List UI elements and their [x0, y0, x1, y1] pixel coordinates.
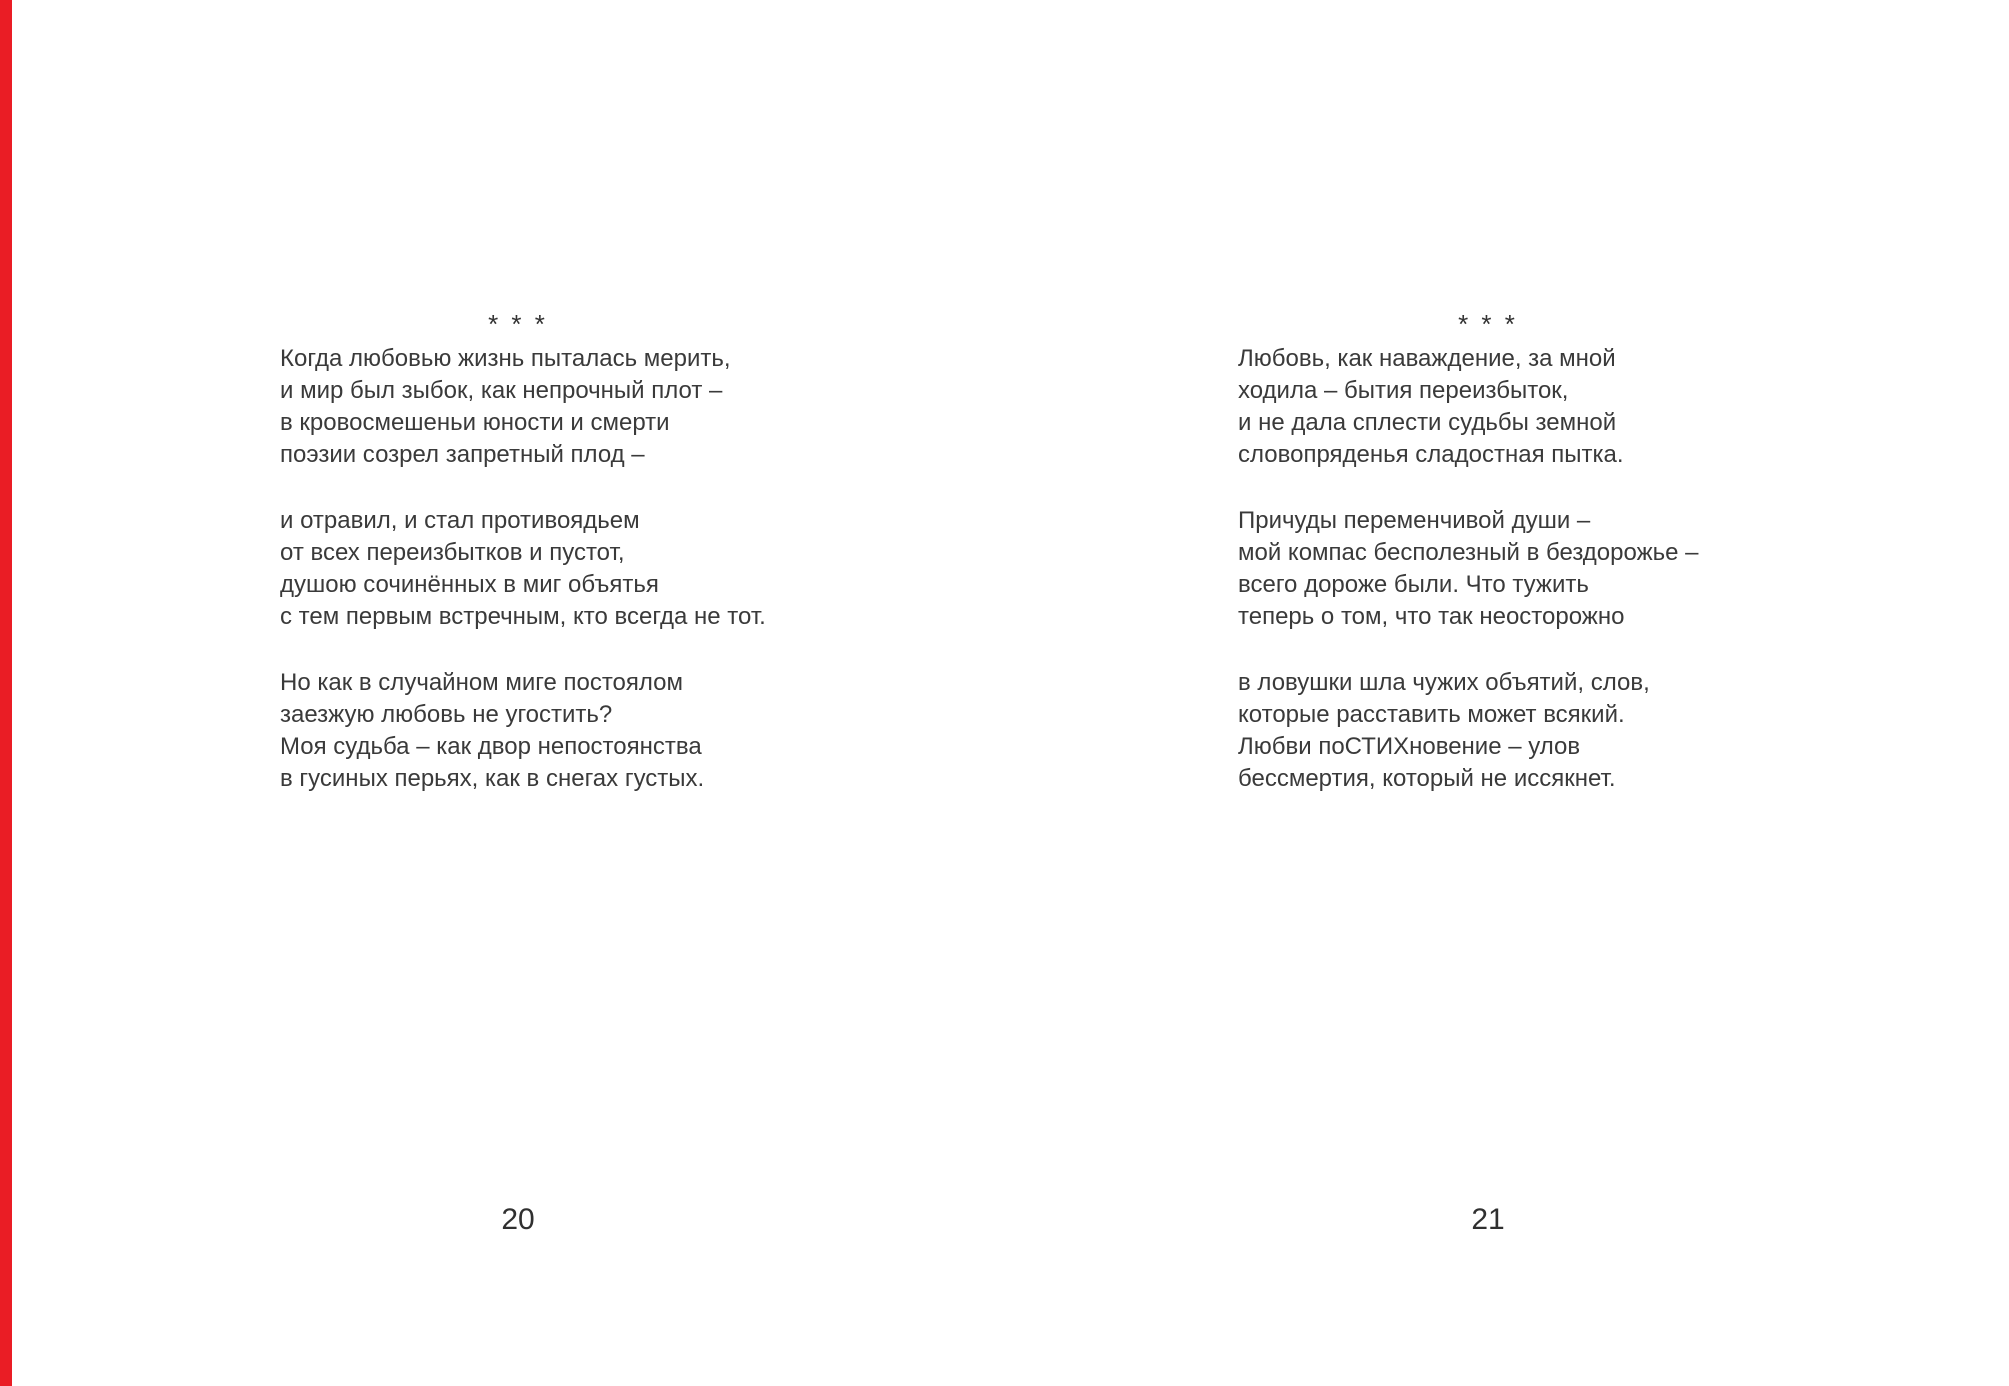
poem-line: Любовь, как наваждение, за мной	[1238, 345, 1616, 372]
poem-line: с тем первым встречным, кто всегда не тот.	[280, 603, 766, 630]
poem-line: Причуды переменчивой души –	[1238, 507, 1591, 534]
section-divider-asterisks: * * *	[1458, 309, 1518, 339]
left-page-poem	[280, 302, 766, 829]
poem-line: поэзии созрел запретный плод –	[280, 441, 645, 468]
stanza	[280, 667, 756, 795]
poem-line: теперь о том, что так неосторожно	[1238, 603, 1625, 630]
page-number-right: 21	[1471, 1203, 1505, 1236]
poem-line: от всех переизбытков и пустот,	[280, 539, 625, 566]
poem-line: Когда любовью жизнь пыталась мерить,	[280, 345, 731, 372]
poem-line: в гусиных перьях, как в снегах густых.	[280, 765, 705, 792]
poem-line: бессмертия, который не иссякнет.	[1238, 765, 1616, 792]
poem-line: словопряденья сладостная пытка.	[1238, 441, 1624, 468]
poem-line: в ловушки шла чужих объятий, слов,	[1238, 669, 1650, 696]
poem-line: которые расставить может всякий.	[1238, 701, 1625, 728]
poem-line: заезжую любовь не угостить?	[280, 701, 613, 728]
poem-line: и мир был зыбок, как непрочный плот –	[280, 377, 723, 404]
poem-line: всего дороже были. Что тужить	[1238, 571, 1589, 598]
poem-line: и не дала сплести судьбы земной	[1238, 409, 1617, 436]
page-number-left: 20	[501, 1203, 535, 1236]
right-page-poem	[1238, 302, 1738, 829]
left-edge-red-stripe	[0, 0, 12, 1386]
poem-line: и отравил, и стал противоядьем	[280, 507, 640, 534]
poem-line: в кровосмешеньи юности и смерти	[280, 409, 670, 436]
section-divider-asterisks: * * *	[488, 309, 548, 339]
poem-line: мой компас бесполезный в бездорожье –	[1238, 539, 1699, 566]
poem-line: душою сочинённых в миг объятья	[280, 571, 659, 598]
stanza	[1238, 343, 1738, 471]
stanza	[1238, 667, 1738, 795]
poem-line: Но как в случайном миге постоялом	[280, 669, 684, 696]
poem-line: ходила – бытия переизбыток,	[1238, 377, 1569, 404]
stanza	[1238, 505, 1738, 633]
poem-line: Любви поСТИХновение – улов	[1238, 733, 1581, 760]
poem-line: Моя судьба – как двор непостоянства	[280, 733, 702, 760]
stanza	[280, 343, 756, 471]
stanza	[280, 505, 766, 633]
